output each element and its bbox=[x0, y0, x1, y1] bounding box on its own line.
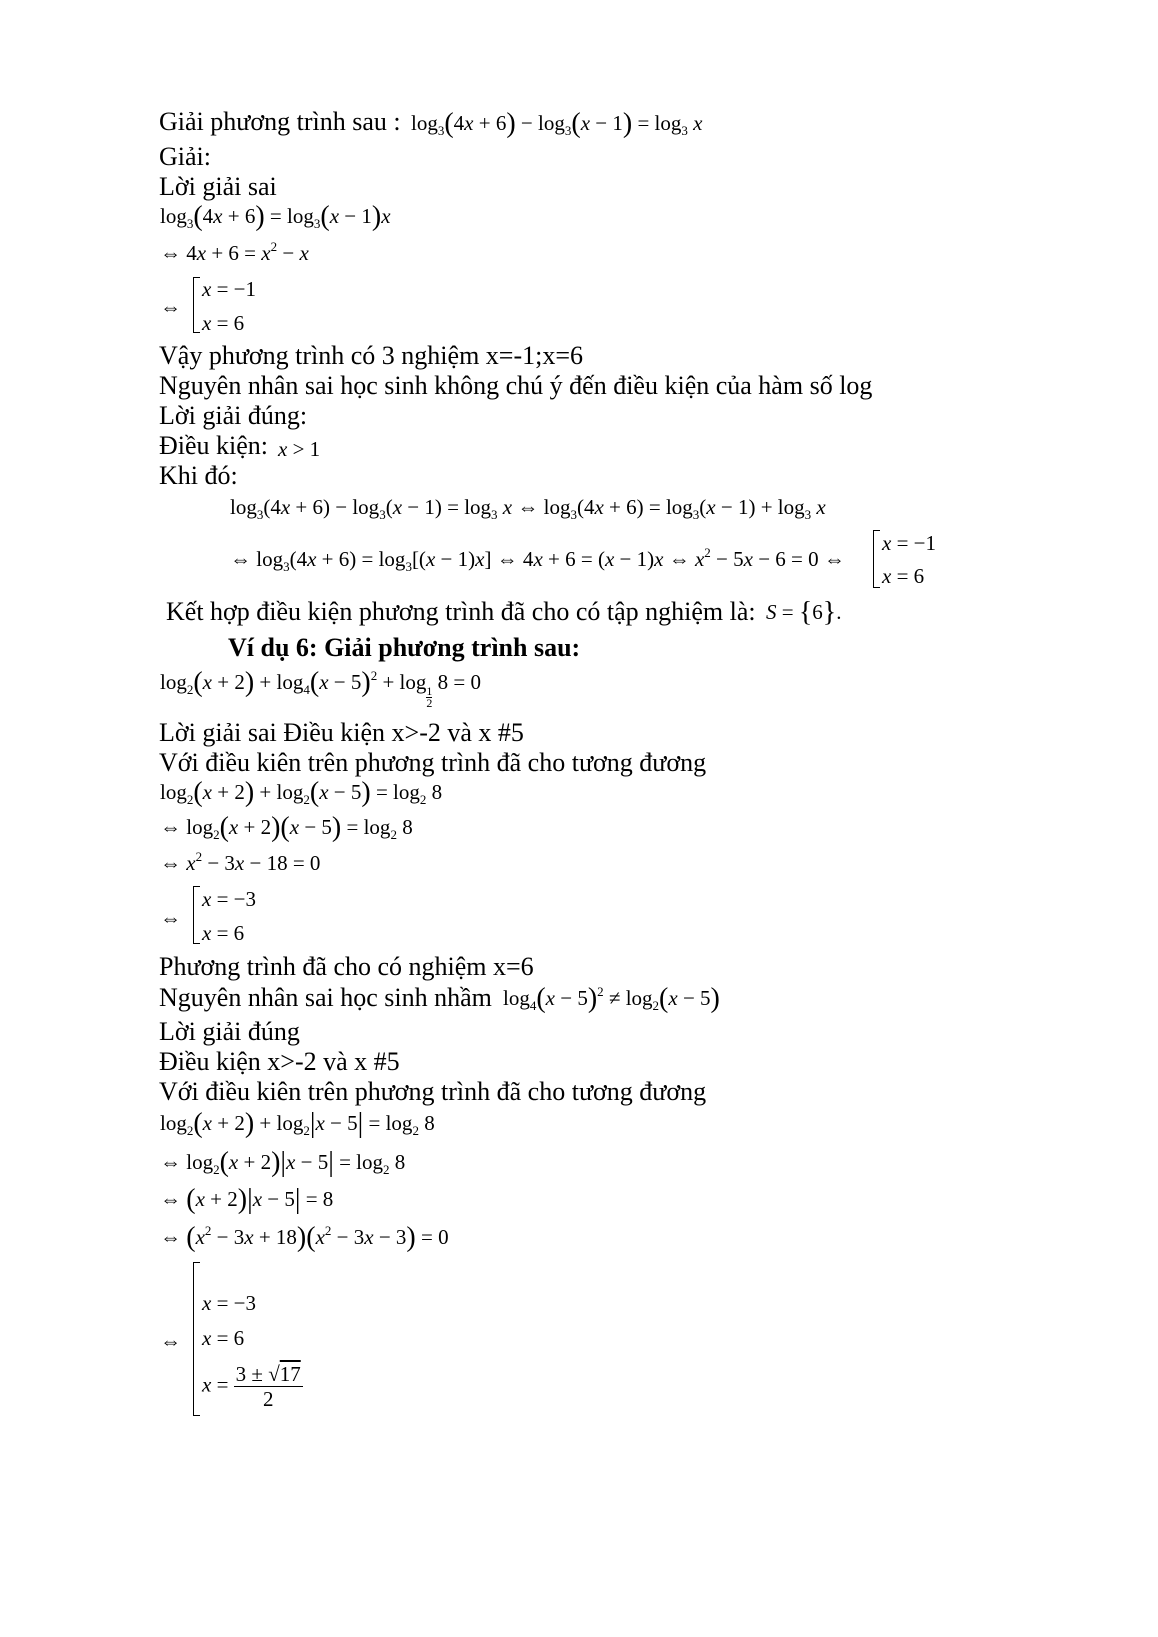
ex6-correct-step-2: ⇔ $\log_2(x + 2)|x - 5| = \log_2 8$ bbox=[160, 1147, 406, 1178]
solution-label: Giải: bbox=[159, 142, 211, 171]
ex6-correct-step-1: $\log_2(x + 2) + \log_2|x - 5| = \log_2 8$ bbox=[160, 1108, 435, 1139]
wrong-solution-label: Lời giải sai bbox=[159, 172, 277, 201]
combine-text: Kết hợp điều kiện phương trình đã cho có tập nghiệm là: bbox=[166, 597, 756, 626]
system-bracket bbox=[193, 886, 200, 944]
root-line: x = $\frac{3 \pm √17}{2}$ bbox=[202, 1362, 301, 1411]
wrong-step-2: ⇔ $4x + 6 = x^2 - x$ bbox=[160, 239, 309, 265]
ex6-correct-label: Lời giải đúng bbox=[159, 1017, 300, 1046]
root-line: x = 6 bbox=[202, 311, 245, 335]
ex6-wrong-step-3: ⇔ $x^2 - 3x - 18 = 0$ bbox=[160, 849, 321, 875]
example6-equation: $\log_2(x + 2) + \log_4(x - 5)^2 + \log$ $\frac{1}{2}$ 8 = 0 bbox=[160, 667, 481, 710]
ex6-wrong-conclusion: Phương trình đã cho có nghiệm x=6 bbox=[159, 952, 534, 981]
root-line: x = −3 bbox=[202, 887, 257, 911]
equation-main: $\log_3(4x + 6) - \log_3(x - 1) = \log_3 x$ bbox=[411, 108, 703, 139]
system-bracket bbox=[873, 530, 880, 588]
system-bracket bbox=[193, 277, 200, 333]
ex6-equivalent-text: Với điều kiên trên phương trình đã cho tương đương bbox=[159, 748, 707, 777]
system-bracket bbox=[193, 1262, 200, 1416]
problem-intro-label: Giải phương trình sau : bbox=[159, 107, 401, 136]
wrong-step-1: $\log_3(4x + 6) = \log_3(x - 1)x$ bbox=[160, 201, 391, 232]
ex6-wrong-step-1: $\log_2(x + 2) + \log_2(x - 5) = \log_2 8$ bbox=[160, 777, 443, 808]
ex6-wrong-label: Lời giải sai Điều kiện x>-2 và x #5 bbox=[159, 718, 524, 747]
equiv-arrow: ⇔ bbox=[160, 295, 181, 319]
root-line: x = 6 bbox=[202, 921, 245, 945]
wrong-conclusion: Vậy phương trình có 3 nghiệm x=-1;x=6 bbox=[159, 341, 583, 370]
then-label: Khi đó: bbox=[159, 461, 238, 490]
ex6-condition: Điều kiện x>-2 và x #5 bbox=[159, 1047, 400, 1076]
root-line: x = 6 bbox=[882, 564, 925, 588]
condition-label: Điều kiện: bbox=[159, 431, 269, 460]
correct-solution-label: Lời giải đúng: bbox=[159, 401, 308, 430]
equiv-arrow: ⇔ bbox=[160, 1329, 181, 1353]
ex6-equivalent-text-2: Với điều kiên trên phương trình đã cho tương đương bbox=[159, 1077, 707, 1106]
ex6-correct-step-3: ⇔ (x + 2)|x − 5| = 8 bbox=[160, 1184, 334, 1215]
solution-set: S = {6}. bbox=[766, 597, 842, 628]
ex6-wrong-reason: Nguyên nhân sai học sinh nhầm bbox=[159, 983, 492, 1012]
ex6-correct-step-4: ⇔ $(x^2 - 3x + 18)(x^2 - 3x - 3) = 0$ bbox=[160, 1222, 449, 1253]
equiv-arrow: ⇔ bbox=[160, 906, 181, 930]
correct-step-1: $\log_3(4x + 6) - \log_3(x - 1) = \log_3 x$ ⇔ $\log_3(4x + 6) = \log_3(x - 1) + \log_3 x$ bbox=[230, 495, 826, 522]
root-line: x = −3 bbox=[202, 1291, 257, 1315]
root-line: x = 6 bbox=[202, 1326, 245, 1350]
correct-step-2: ⇔ $\log_3(4x + 6) = \log_3[(x - 1)x]$ ⇔ 4x + 6 = (x − 1)x ⇔ $x^2 - 5x - 6 = 0$ ⇔ bbox=[230, 545, 845, 574]
root-line: x = −1 bbox=[882, 531, 937, 555]
wrong-reason: Nguyên nhân sai học sinh không chú ý đến điều kiện của hàm số log bbox=[159, 371, 873, 400]
ex6-wrong-reason-formula: $\log_4(x - 5)^2 \ne \log_2(x - 5)$ bbox=[503, 983, 720, 1014]
ex6-wrong-step-2: ⇔ $\log_2(x + 2)(x - 5) = \log_2 8$ bbox=[160, 812, 413, 843]
example6-heading: Ví dụ 6: Giải phương trình sau: bbox=[228, 633, 581, 662]
condition-formula: x > 1 bbox=[278, 437, 321, 461]
root-line: x = −1 bbox=[202, 277, 257, 301]
